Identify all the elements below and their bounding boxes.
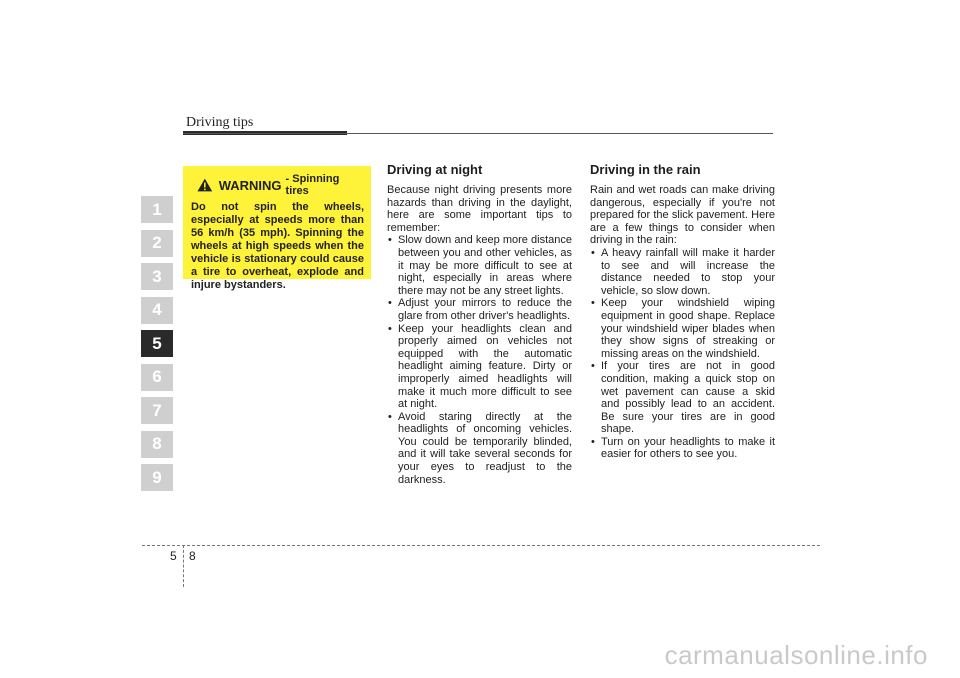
chapter-tab-7[interactable]: 7	[141, 397, 173, 424]
footer-rule	[142, 545, 820, 546]
night-tips-list	[386, 234, 572, 486]
rain-heading: Driving in the rain	[590, 162, 701, 177]
list-item: • Adjust your mirrors to reduce the glare from other driver's headlights.	[388, 297, 572, 322]
list-item: • Turn on your headlights to make it easier for others to see you.	[591, 435, 775, 461]
chapter-tab-1[interactable]: 1	[141, 196, 173, 223]
page-number: 8	[189, 549, 196, 563]
list-item: • Avoid staring directly at the headlights of oncoming vehicles. You could be temporarily blinded, and it will take several seconds for your eyes to readjust to the darkness.	[388, 410, 572, 486]
night-heading: Driving at night	[387, 162, 483, 177]
section-title: Driving tips	[186, 115, 254, 130]
chapter-tab-3[interactable]: 3	[141, 263, 173, 290]
warning-text: Do not spin the wheels, especially at speeds more than 56 km/h (35 mph). Spinning the wheels at high speeds when the vehicle is stationary could cause a tire to overheat, explode and injure bystanders.	[191, 201, 364, 291]
chapter-tab-6[interactable]: 6	[141, 364, 173, 391]
warning-header	[197, 173, 364, 197]
chapter-tab-5[interactable]: 5	[141, 330, 173, 357]
warning-label: WARNING	[218, 177, 282, 193]
footer-divider	[183, 545, 184, 587]
page-chapter-number: 5	[170, 549, 177, 563]
chapter-tabs	[141, 196, 173, 498]
night-intro: Because night driving presents more hazards than driving in the daylight, here are some important tips to remember:	[387, 184, 572, 234]
rain-driving-column	[589, 162, 775, 461]
list-item: • Keep your windshield wiping equipment in good shape. Replace your windshield wiper blades when they show signs of streaking or missing areas on the windshield.	[591, 297, 775, 360]
warning-triangle-icon	[197, 178, 213, 192]
warning-subtitle: - Spinning tires	[285, 173, 340, 197]
list-item: • If your tires are not in good condition, making a quick stop on wet pavement can cause a skid and possibly lead to an accident. Be sure your tires are in good shape.	[591, 360, 775, 436]
chapter-tab-2[interactable]: 2	[141, 230, 173, 257]
rain-intro: Rain and wet roads can make driving dangerous, especially if you're not prepared for the slick pavement. Here are a few things to consider when driving in the rain:	[590, 184, 775, 247]
night-driving-column	[386, 162, 572, 486]
header-rule	[183, 133, 773, 134]
chapter-tab-8[interactable]: 8	[141, 431, 173, 458]
list-item: • Slow down and keep more distance between you and other vehicles, as it may be more difficult to see at night, especially in areas where there may not be any street lights.	[388, 234, 572, 297]
watermark: carmanualsonline.info	[664, 640, 928, 670]
chapter-tab-9[interactable]: 9	[141, 464, 173, 491]
list-item: • Keep your headlights clean and properly aimed on vehicles not equipped with the automatic headlight aiming feature. Dirty or improperly aimed headlights will make it much more difficult to see at night.	[388, 322, 572, 411]
rain-tips-list	[589, 247, 775, 461]
list-item: • A heavy rainfall will make it harder to see and will increase the distance needed to stop your vehicle, so slow down.	[591, 246, 775, 297]
warning-box	[183, 166, 371, 291]
chapter-tab-4[interactable]: 4	[141, 297, 173, 324]
